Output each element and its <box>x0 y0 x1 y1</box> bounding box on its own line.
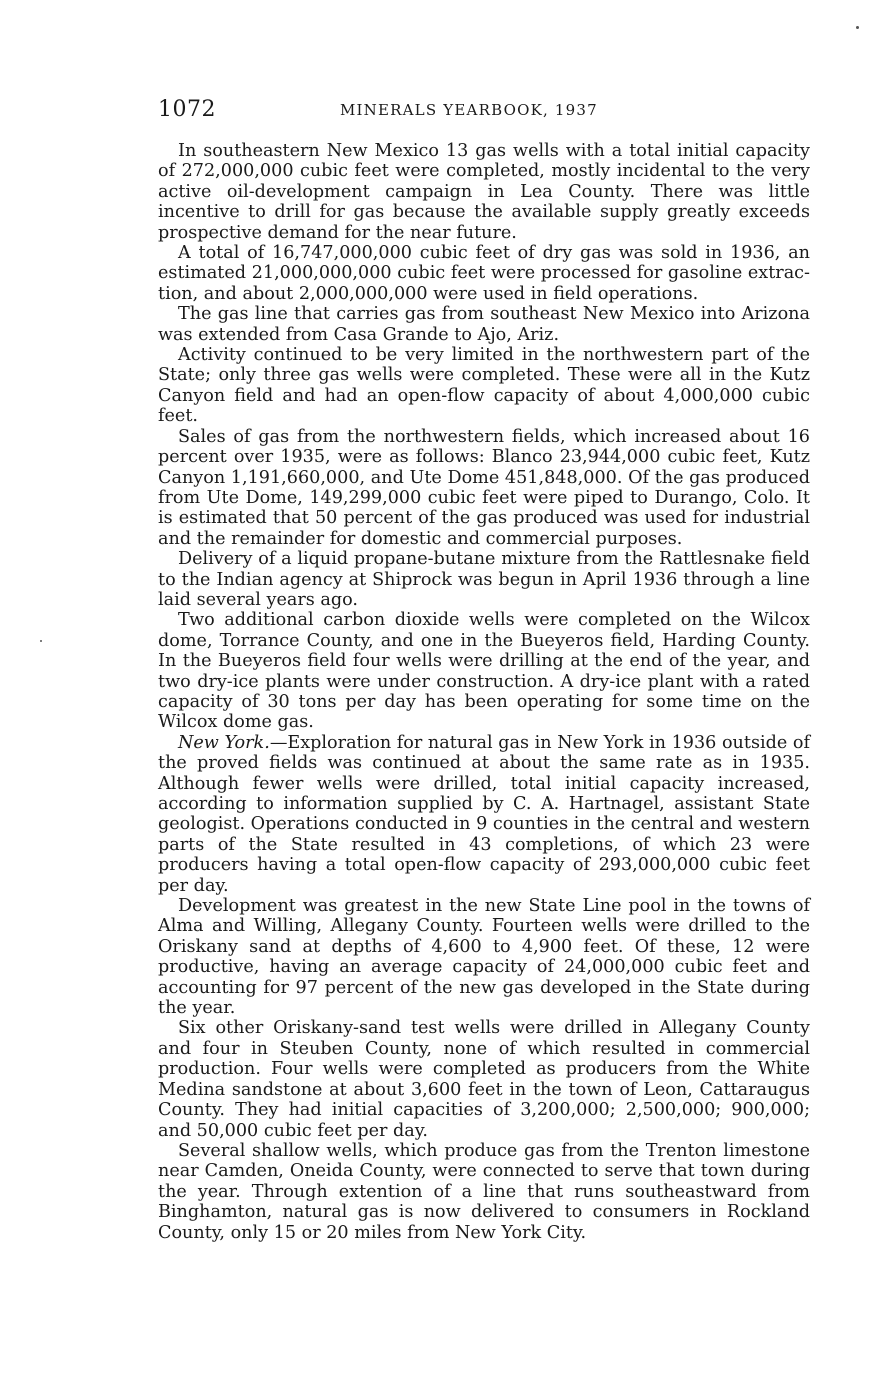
paragraph <box>158 610 810 732</box>
paragraph <box>158 427 810 549</box>
paragraph <box>158 1141 810 1243</box>
paragraph <box>158 243 810 304</box>
paragraph-text: In southeastern New Mexico 13 gas wells with a total initial capacity of 272,000,000 cubic feet were completed, mostly incidental to the very active oil-development campaign in Lea County. There was little incentive to drill for gas because the available supply greatly exceeds prospective demand for the near future. <box>158 141 810 243</box>
section-lead-in: New York. <box>178 732 270 753</box>
paragraph-text: —Exploration for natural gas in New York in 1936 outside of the proved fields was continued at about the same rate as in 1935. Although fewer wells were drilled, total initial capacity increased, according to information supplied by C. A. Hartnagel, assistant State geologist. Operations conducted in 9 counties in the central and western parts of the State resulted in 43 completions, of which 23 were producers having a total open-flow capacity of 293,000,000 cubic feet per day. <box>158 732 810 896</box>
paragraph <box>158 549 810 610</box>
paragraph-text: Activity continued to be very limited in the northwestern part of the State; only three gas wells were completed. These were all in the Kutz Canyon field and had an open-flow capacity of about 4,000,000 cubic feet. <box>158 345 810 427</box>
paragraph-text: The gas line that carries gas from southeast New Mexico into Arizona was extended from Casa Grande to Ajo, Ariz. <box>158 304 810 345</box>
paragraph-text: Sales of gas from the northwestern fields, which increased about 16 percent over 1935, were as follows: Blanco 23,944,000 cubic feet, Kutz Canyon 1,191,660,000, and Ute Dome 451,848,000. Of the gas produced from Ute Dome, 149,299,000 cubic feet were piped to Durango, Colo. It is estimated that 50 percent of the gas produced was used for industrial and the remainder for domestic and commercial purposes. <box>158 426 810 549</box>
body-text <box>158 141 810 1243</box>
paragraph-text: Delivery of a liquid propane-butane mixture from the Rattlesnake field to the Indian agency at Shiprock was begun in April 1936 through a line laid several years ago. <box>158 549 810 610</box>
paragraph <box>158 1018 810 1140</box>
paragraph-text: A total of 16,747,000,000 cubic feet of dry gas was sold in 1936, an estimated 21,000,000,000 cubic feet were processed for gasoline extraction, and about 2,000,000,000 were used in field operations. <box>158 243 810 304</box>
page-header <box>158 97 810 131</box>
paragraph <box>158 141 810 243</box>
page-number: 1072 <box>158 97 216 122</box>
running-title: MINERALS YEARBOOK, 1937 <box>340 101 598 119</box>
scan-speck <box>856 26 859 29</box>
scan-speck <box>40 640 42 642</box>
paragraph-text: Six other Oriskany-sand test wells were drilled in Allegany County and four in Steuben County, none of which resulted in commercial production. Four wells were completed as producers from the White Medina sandstone at about 3,600 feet in the town of Leon, Cattaraugus County. They had initial capacities of 3,200,000; 2,500,000; 900,000; and 50,000 cubic feet per day. <box>158 1018 810 1141</box>
paragraph <box>158 733 810 896</box>
paragraph-text: Development was greatest in the new State Line pool in the towns of Alma and Willing, Allegany County. Fourteen wells were drilled to the Oriskany sand at depths of 4,600 to 4,900 feet. Of these, 12 were productive, having an average capacity of 24,000,000 cubic feet and accounting for 97 percent of the new gas developed in the State during the year. <box>158 896 810 1019</box>
paragraph <box>158 345 810 427</box>
paragraph <box>158 304 810 345</box>
paragraph-text: Several shallow wells, which produce gas from the Trenton limestone near Camden, Oneida County, were connected to serve that town during the year. Through extention of a line that runs southeastward from Binghamton, natural gas is now delivered to consumers in Rockland County, only 15 or 20 miles from New York City. <box>158 1140 810 1243</box>
paragraph-text: Two additional carbon dioxide wells were completed on the Wilcox dome, Torrance County, and one in the Bueyeros field, Harding County. In the Bueyeros field four wells were drilling at the end of the year, and two dry-ice plants were under construction. A dry-ice plant with a rated capacity of 30 tons per day has been operating for some time on the Wilcox dome gas. <box>158 610 810 733</box>
paragraph <box>158 896 810 1018</box>
